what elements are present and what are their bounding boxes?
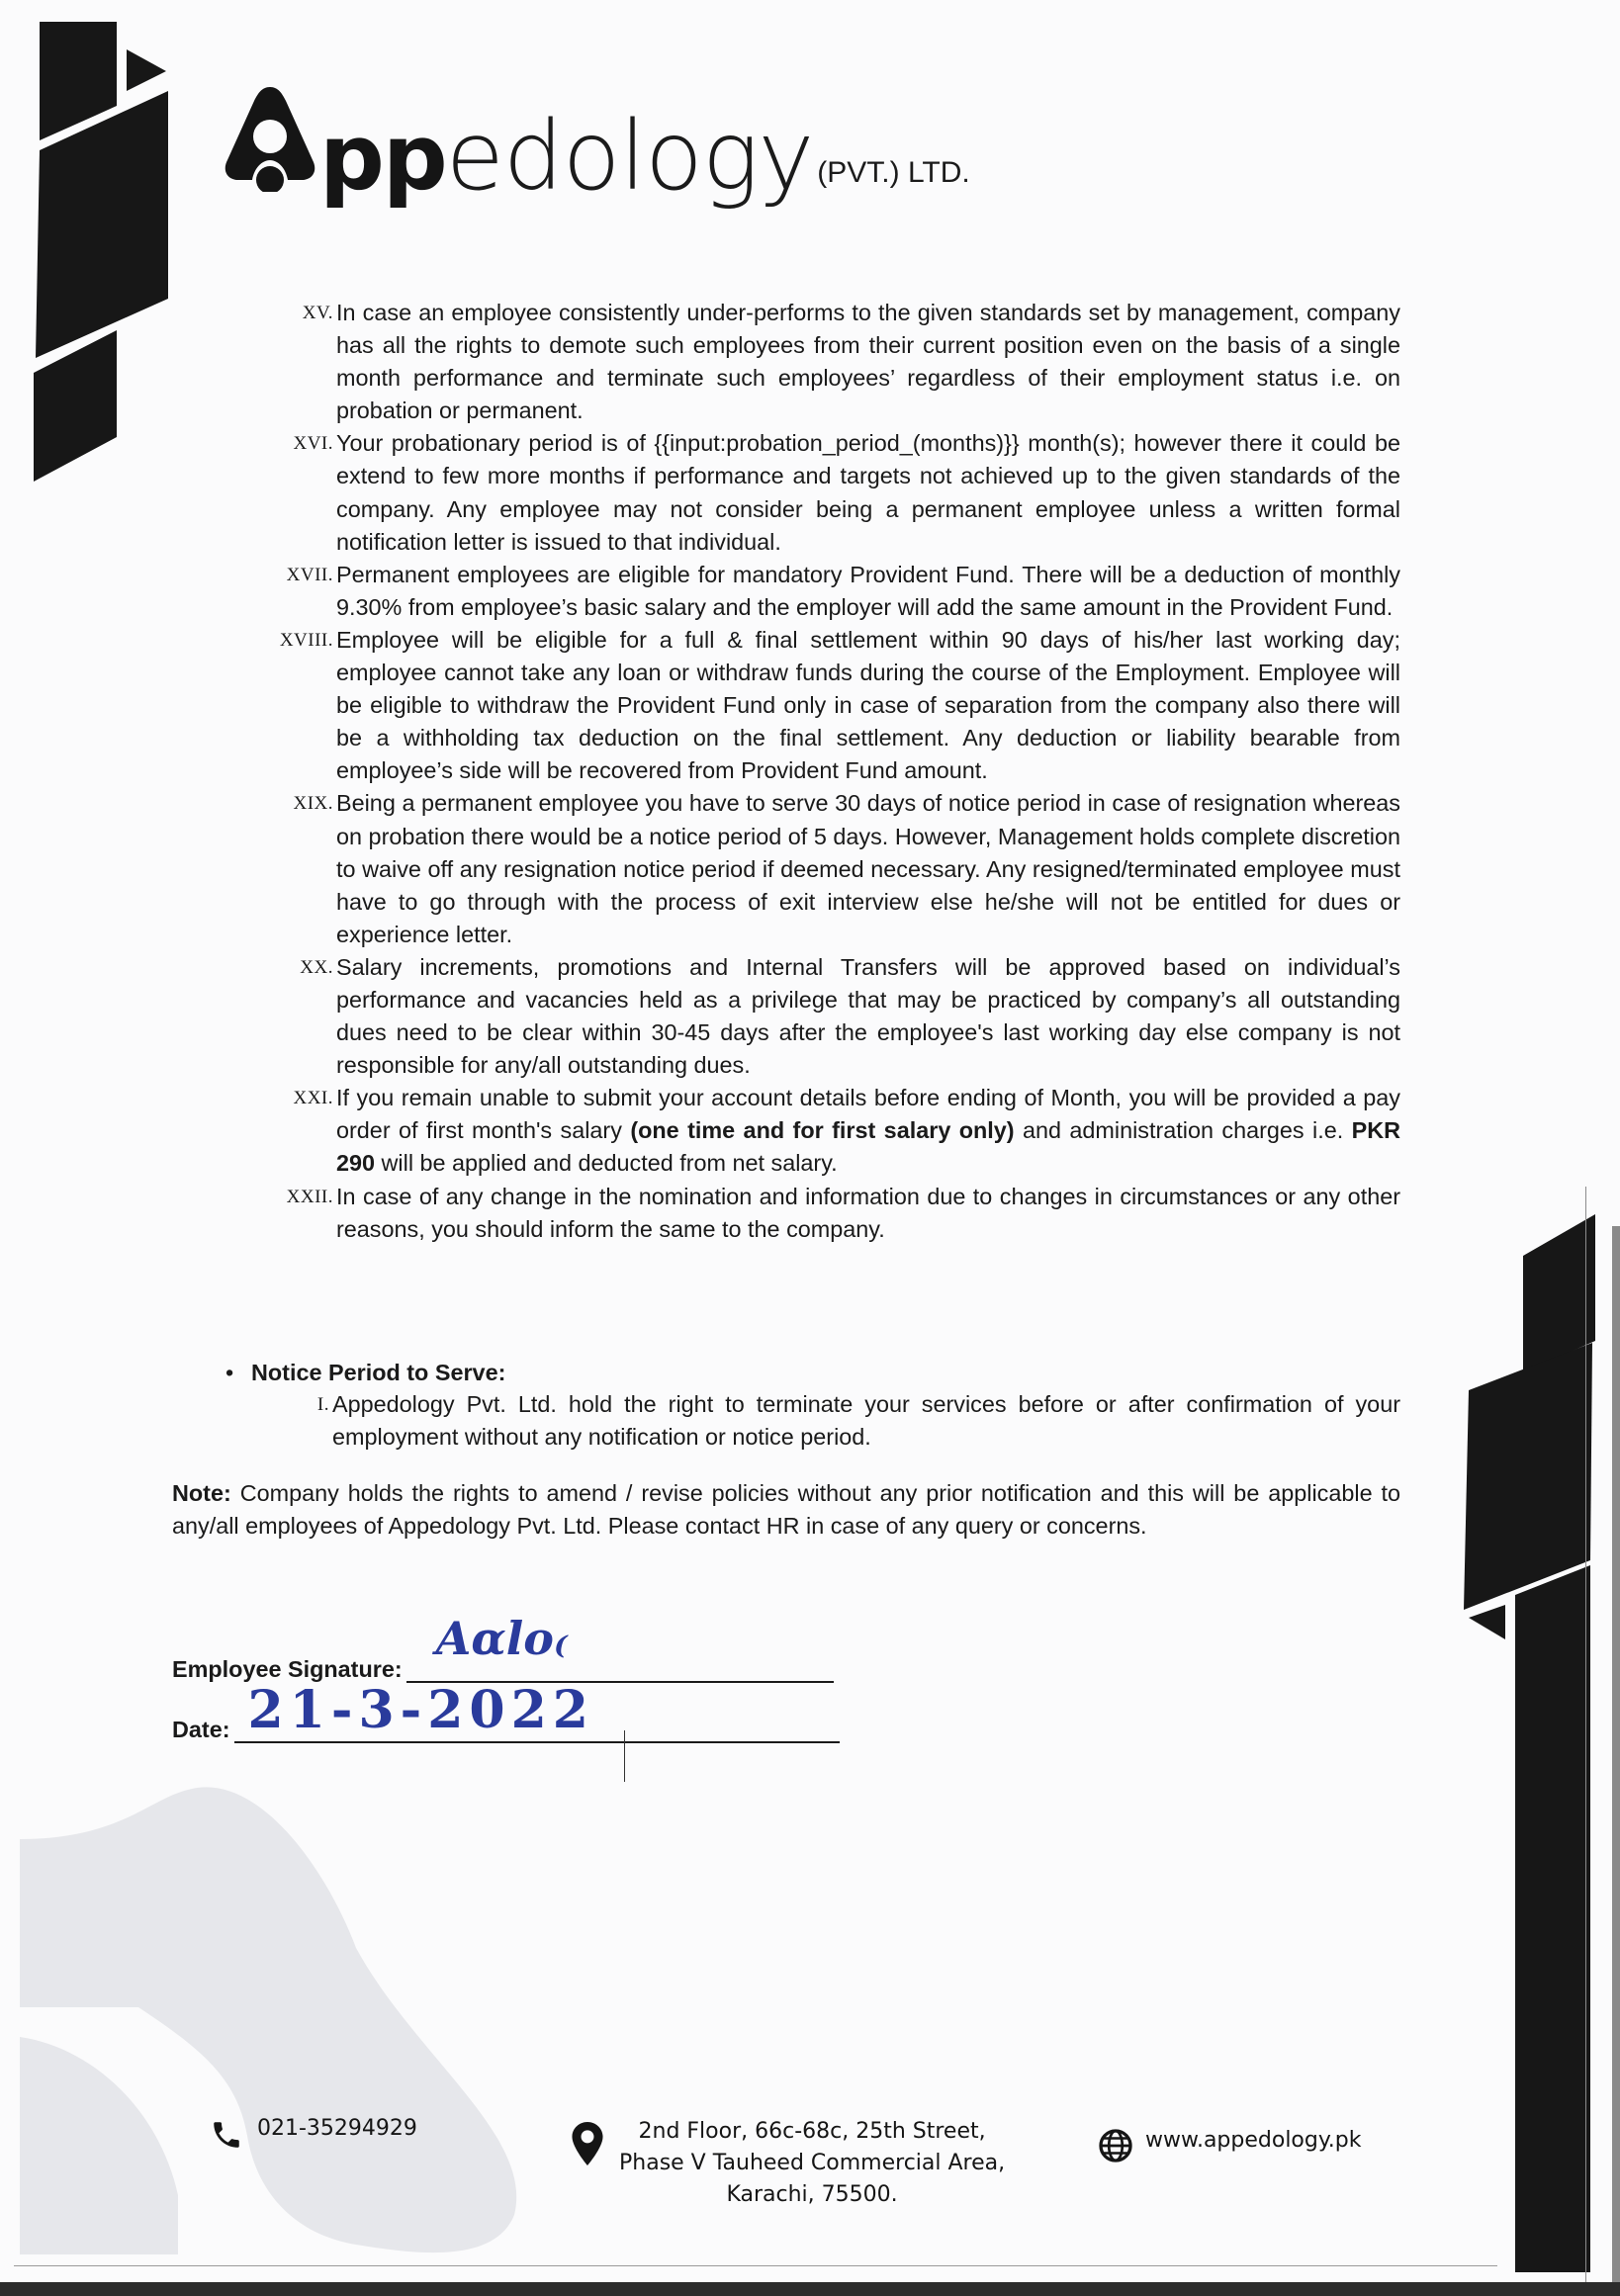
clause-text: Permanent employees are eligible for mandatory Provident Fund. There will be a deduction of monthly 9.30% from employee’s basic salary and the employer will add the same amount in the Provident Fund. — [336, 561, 1400, 620]
scan-bottom-edge — [0, 2282, 1620, 2296]
clause-text-part: and administration charges i.e. — [1014, 1117, 1352, 1144]
page-bottom-line — [14, 2265, 1497, 2266]
company-logo — [223, 81, 970, 212]
bullet-icon: • — [225, 1360, 234, 1385]
logo-a-icon — [223, 85, 317, 192]
clause-item — [247, 951, 1400, 1082]
clause-numeral: XXI. — [293, 1088, 333, 1109]
notice-clause-item — [297, 1388, 1400, 1454]
clause-list — [247, 297, 1400, 1246]
pen-mark — [624, 1730, 625, 1782]
location-pin-icon — [572, 2122, 603, 2165]
note-label: Note: — [172, 1480, 231, 1506]
clause-numeral: XVI. — [293, 433, 333, 455]
logo-text-bold: pp — [319, 105, 446, 211]
notice-period-heading — [225, 1357, 505, 1389]
date-field[interactable] — [234, 1680, 840, 1743]
signature-label: Employee Signature: — [172, 1656, 403, 1682]
clause-numeral: XIX. — [293, 793, 333, 815]
left-decoration — [28, 22, 176, 1030]
clause-item — [247, 624, 1400, 787]
signature-field[interactable] — [406, 1612, 834, 1683]
footer-address — [572, 2116, 1005, 2211]
phone-number: 021-35294929 — [257, 2116, 417, 2141]
clause-item — [247, 787, 1400, 950]
clause-numeral: I. — [316, 1394, 329, 1415]
background-watermark — [0, 1780, 554, 2264]
globe-icon — [1098, 2128, 1133, 2164]
clause-item — [247, 427, 1400, 558]
clause-emphasis: (one time and for first salary only) — [630, 1117, 1015, 1144]
clause-numeral: XX. — [300, 956, 333, 978]
website-link[interactable]: www.appedology.pk — [1145, 2128, 1362, 2153]
footer-phone — [210, 2116, 417, 2152]
date-label: Date: — [172, 1717, 230, 1742]
clause-numeral: XV. — [302, 303, 333, 323]
clause-text: Appedology Pvt. Ltd. hold the right to terminate your services before or after confirmation of your employment without any notification or notice period. — [332, 1391, 1400, 1450]
clause-item — [247, 1181, 1400, 1246]
clause-item — [247, 1082, 1400, 1180]
clause-text: Your probationary period is of {{input:probation_period_(months)}} month(s); however there it could be extend to few more months if performance and targets not achieved up to the given standards of the company. Any employee may not consider being a permanent employee unless a written formal notification letter is issued to that individual. — [336, 430, 1400, 555]
clause-numeral: XXII. — [286, 1186, 333, 1207]
right-decoration — [1464, 1214, 1620, 2296]
signature-handwriting: Aɑlo₍ — [435, 1612, 568, 1665]
logo-suffix: (PVT.) LTD. — [817, 156, 970, 189]
date-row — [172, 1680, 840, 1743]
clause-text: In case an employee consistently under-performs to the given standards set by management, company has all the rights to demote such employees from their current position even on the basis of a single month performance and terminate such employees’ regardless of their employment status i.e. on probation or permanent. — [336, 300, 1400, 424]
phone-icon — [210, 2118, 243, 2152]
clause-text: In case of any change in the nomination and information due to changes in circumstances or any other reasons, you should inform the same to the company. — [336, 1183, 1400, 1242]
fold-line — [1585, 1187, 1586, 2296]
clause-text: Being a permanent employee you have to serve 30 days of notice period in case of resignation whereas on probation there would be a notice period of 5 days. However, Management holds complete discretion to waive off any resignation notice period if deemed necessary. Any resigned/terminated employee must have to go through with the process of exit interview else he/she will not be entitled for dues or experience letter. — [336, 790, 1400, 947]
signature-row — [172, 1612, 834, 1683]
clause-item — [247, 297, 1400, 427]
footer-website — [1098, 2128, 1361, 2164]
right-edge-shadow — [1612, 1226, 1620, 2296]
clause-text-part: will be applied and deducted from net salary. — [375, 1150, 838, 1177]
clause-numeral: XVIII. — [279, 629, 333, 651]
clause-text-part: If you remain unable to submit your account details before ending of Month, you will be provided a pay order of first month's salary — [336, 1085, 1400, 1144]
clause-text: Salary increments, promotions and Internal Transfers will be approved based on individual’s performance and vacancies held as a privilege that may be practiced by company’s all outstanding dues need to be clear within 30-45 days after the employee's last working day else company is not responsible for any/all outstanding dues. — [336, 953, 1400, 1079]
note-paragraph — [172, 1477, 1400, 1543]
address-block — [619, 2116, 1005, 2211]
admin-charge-amount: PKR 290 — [336, 1117, 1400, 1177]
clause-text: Employee will be eligible for a full & final settlement within 90 days of his/her last working day; employee cannot take any loan or withdraw funds during the course of the Employment. Employee will be eligible to withdraw the Provident Fund only in case of separation from the company also there will be a withholding tax deduction on the final settlement. Any deduction or liability bearable from employee’s side will be recovered from Provident Fund amount. — [336, 626, 1400, 784]
address-line: Phase V Tauheed Commercial Area, — [619, 2151, 1006, 2175]
clause-numeral: XVII. — [286, 564, 333, 585]
address-line: Karachi, 75500. — [726, 2182, 898, 2207]
note-text: Company holds the rights to amend / revise policies without any prior notification and this will be applicable to any/all employees of Appedology Pvt. Ltd. Please contact HR in case of any query or concerns. — [172, 1480, 1400, 1539]
address-line: 2nd Floor, 66c-68c, 25th Street, — [638, 2119, 986, 2144]
logo-text-light: edology — [445, 101, 814, 212]
section-heading: Notice Period to Serve: — [251, 1360, 506, 1385]
clause-text — [336, 1082, 1400, 1180]
date-handwriting: 21-3-2022 — [247, 1680, 594, 1740]
clause-item — [247, 559, 1400, 624]
